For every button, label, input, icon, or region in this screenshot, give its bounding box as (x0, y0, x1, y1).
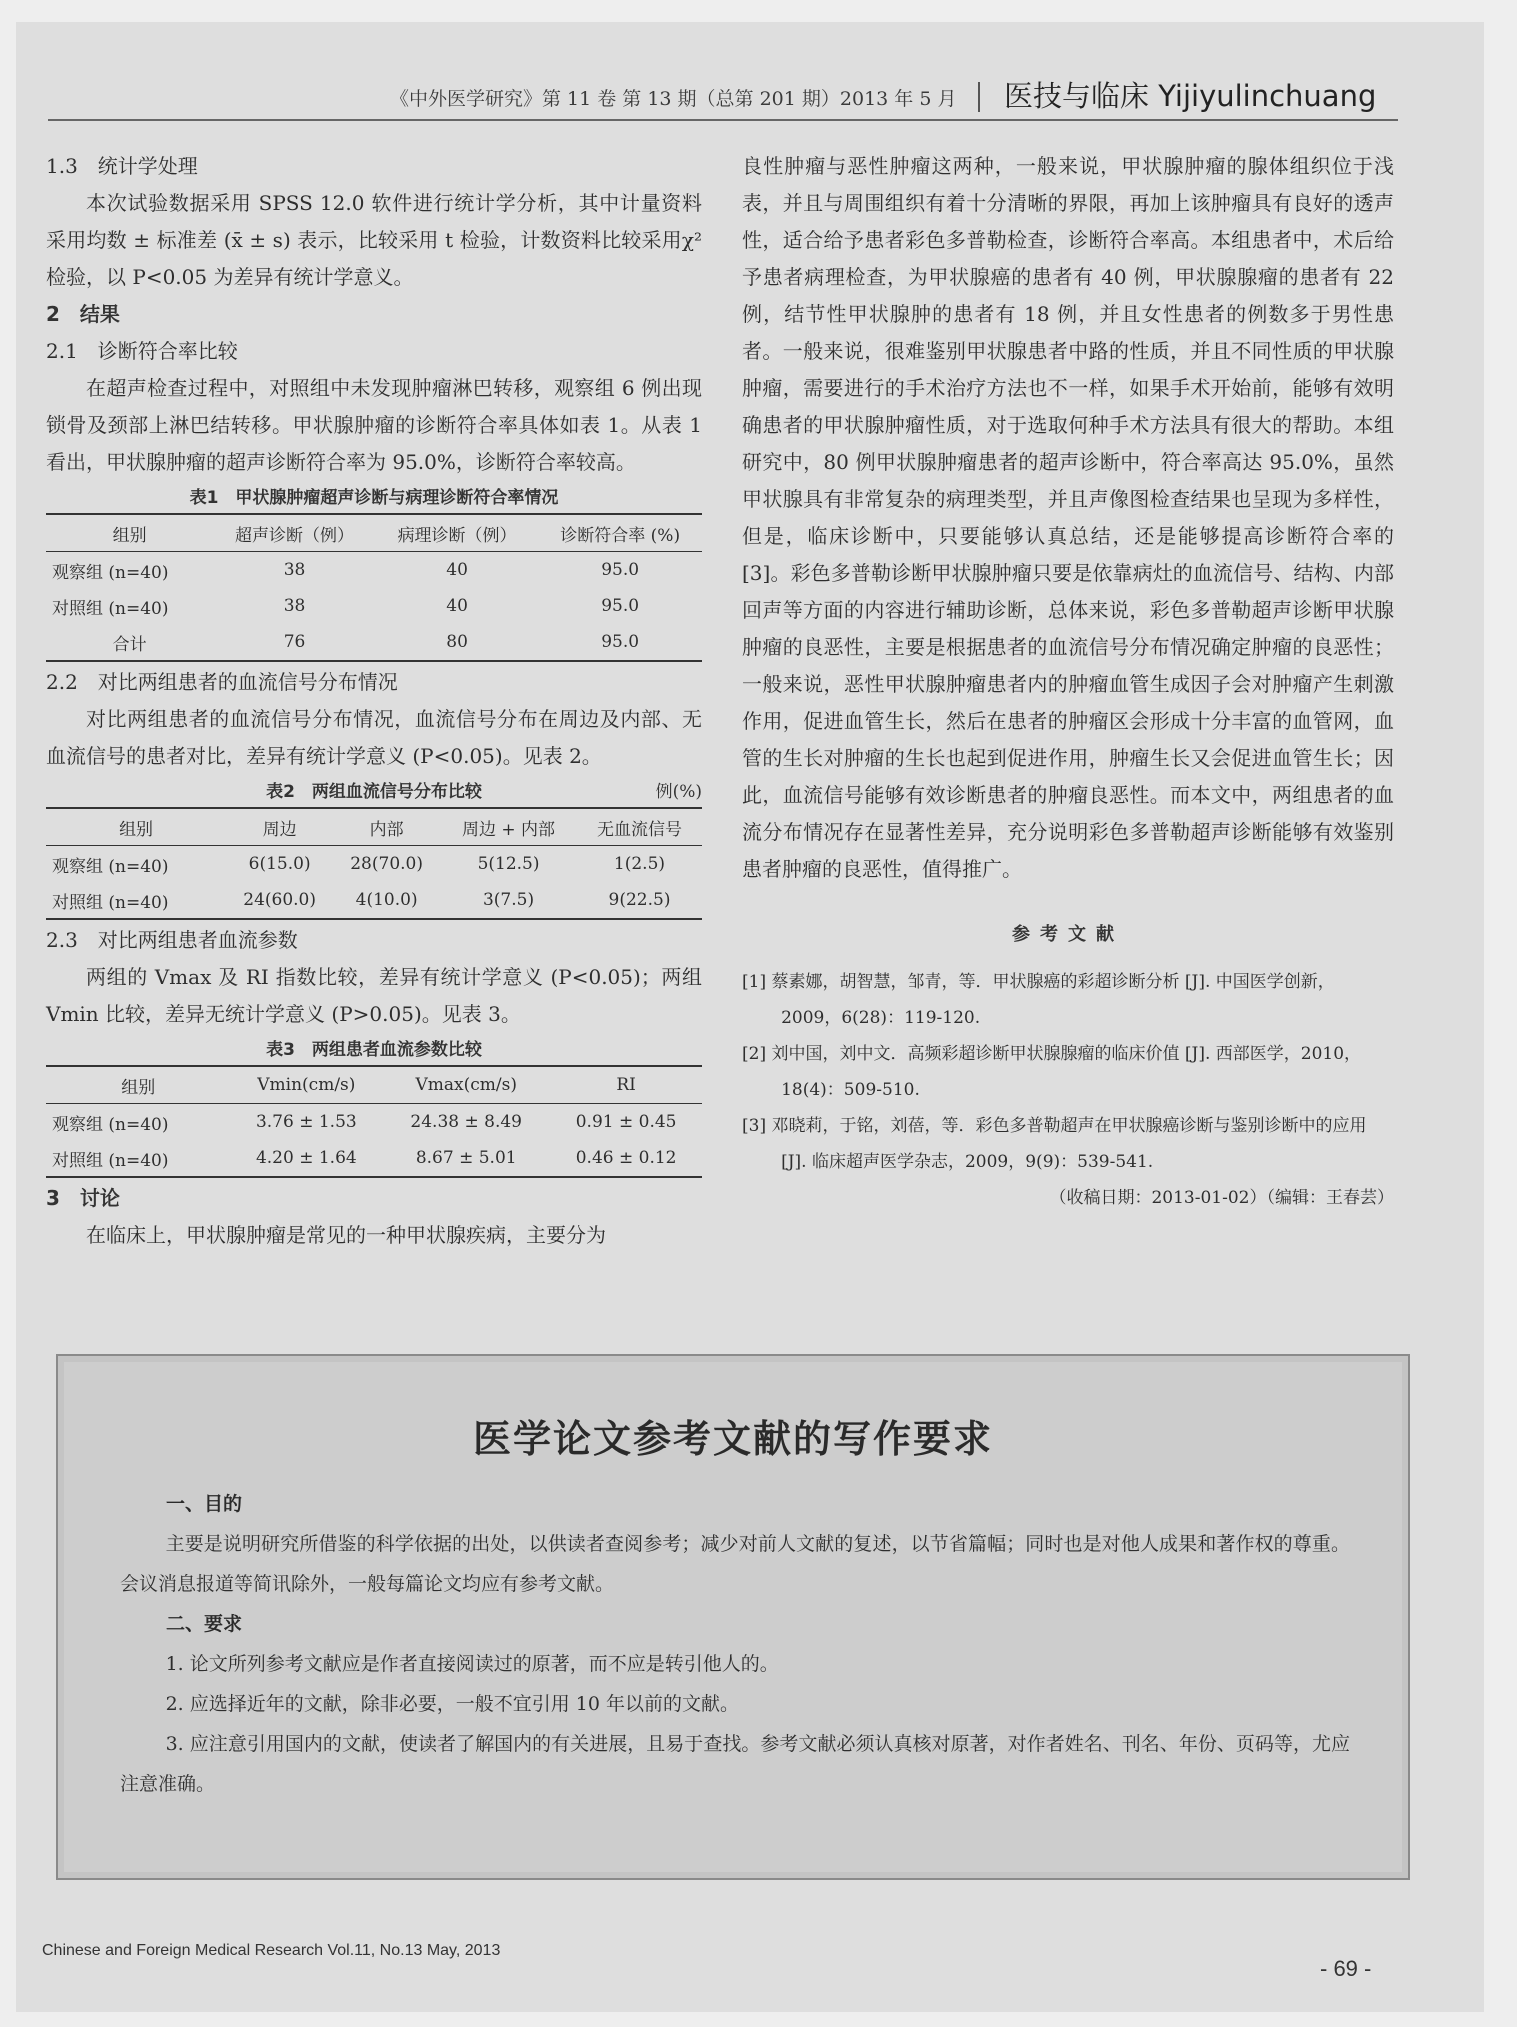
table-cell: 95.0 (601, 596, 640, 616)
running-header (390, 72, 1390, 122)
table-1-caption: 表1 甲状腺肿瘤超声诊断与病理诊断符合率情况 (189, 488, 559, 508)
table-cell: 38 (283, 560, 306, 580)
section-2-3-title: 2.3 对比两组患者血流参数 (46, 928, 298, 952)
section-1-3-text: 本次试验数据采用 SPSS 12.0 软件进行统计学分析，其中计量资料采用均数 ± 标准差 (x̄ ± s) 表示，比较采用 t 检验，计数资料比较采用χ² 检验，以 P<0.05 为差异有统计学意义。 (46, 191, 702, 289)
table-2-caption (46, 777, 702, 807)
right-column (742, 148, 1394, 1216)
table-cell: 24.38 ± 8.49 (410, 1112, 522, 1132)
table-cell: 28(70.0) (350, 854, 423, 874)
discussion-text: 良性肿瘤与恶性肿瘤这两种，一般来说，甲状腺肿瘤的腺体组织位于浅表，并且与周围组织有着十分清晰的界限，再加上该肿瘤具有良好的透声性，适合给予患者彩色多普勒检查，诊断符合率高。本组患者中，术后给予患者病理检查，为甲状腺癌的患者有 40 例，甲状腺腺瘤的患者有 22 例，结节性甲状腺肿的患者有 18 例，并且女性患者的例数多于男性患者。一般来说，很难鉴别甲状腺患者中路的性质，并且不同性质的甲状腺肿瘤，需要进行的手术治疗方法也不一样，如果手术开始前，能够有效明确患者的甲状腺肿瘤性质，对于选取何种手术方法具有很大的帮助。本组研究中，80 例甲状腺肿瘤患者的超声诊断中，符合率高达 95.0%，虽然甲状腺具有非常复杂的病理类型，并且声像图检查结果也呈现为多样性，但是，临床诊断中，只要能够认真总结，还是能够提高诊断符合率的 [3]。彩色多普勒诊断甲状腺肿瘤只要是依靠病灶的血流信号、结构、内部回声等方面的内容进行辅助诊断，总体来说，彩色多普勒超声诊断甲状腺肿瘤的良恶性，主要是根据患者的血流信号分布情况确定肿瘤的良恶性；一般来说，恶性甲状腺肿瘤患者内的肿瘤血管生成因子会对肿瘤产生刺激作用，促进血管生长，然后在患者的肿瘤区会形成十分丰富的血管网，血管的生长对肿瘤的生长也起到促进作用，肿瘤生长又会促进血管生长；因此，血流信号能够有效诊断患者的肿瘤良恶性。而本文中，两组患者的血流分布情况存在显著性差异，充分说明彩色多普勒超声诊断能够有效鉴别患者肿瘤的良恶性，值得推广。 (742, 154, 1394, 881)
footer-journal: Chinese and Foreign Medical Research Vol.11, No.13 May, 2013 (42, 1942, 501, 1959)
table-row (46, 624, 702, 661)
reference-item: [3] 邓晓莉，于铭，刘蓓，等．彩色多普勒超声在甲状腺癌诊断与鉴别诊断中的应用 [J]. 临床超声医学杂志，2009，9(9)：539-541. (742, 1116, 1367, 1172)
section-3-title: 3 讨论 (46, 1186, 120, 1210)
table-header-row (46, 514, 702, 552)
table-cell: 40 (446, 596, 468, 616)
table-row (46, 1140, 702, 1177)
notice-heading-purpose: 一、目的 (166, 1493, 243, 1515)
table-cell: 8.67 ± 5.01 (382, 1140, 550, 1177)
references-title: 参考文献 (1012, 924, 1124, 945)
table-cell: 38 (283, 596, 306, 616)
table-3-caption: 表3 两组患者血流参数比较 (266, 1040, 482, 1060)
table-cell: 1(2.5) (613, 854, 666, 874)
notice-box (56, 1354, 1410, 1880)
table-header-cell: 内部 (333, 808, 440, 846)
table-header-cell: Vmax(cm/s) (382, 1066, 550, 1104)
table-header-cell: 超声诊断（例） (213, 514, 376, 552)
reference-item: [1] 蔡素娜，胡智慧，邹青，等．甲状腺癌的彩超诊断分析 [J]. 中国医学创新，2009，6(28)：119-120. (742, 972, 1335, 1028)
page-number: - 69 - (1320, 1956, 1372, 1981)
table-row (46, 846, 702, 883)
table-cell: 40 (446, 560, 468, 580)
table-cell: 4.20 ± 1.64 (230, 1140, 382, 1177)
notice-heading-requirements: 二、要求 (166, 1613, 243, 1635)
notice-requirement-item: 3. 应注意引用国内的文献，使读者了解国内的有关进展，且易于查找。参考文献必须认真核对原著，对作者姓名、刊名、年份、页码等，尤应注意准确。 (120, 1733, 1350, 1795)
table-header-cell: 无血流信号 (577, 808, 702, 846)
table-cell: 合计 (46, 624, 213, 661)
table-cell: 0.46 ± 0.12 (550, 1140, 702, 1177)
table-header-cell: 周边 (226, 808, 333, 846)
table-cell: 观察组 (n=40) (52, 562, 169, 583)
table-cell: 对照组 (n=40) (52, 598, 169, 619)
table-cell: 9(22.5) (577, 882, 702, 919)
left-column (46, 148, 702, 1254)
table-3 (46, 1065, 702, 1178)
section-2-3-text: 两组的 Vmax 及 RI 指数比较，差异有统计学意义 (P<0.05)；两组 Vmin 比较，差异无统计学意义 (P>0.05)。见表 3。 (46, 965, 702, 1026)
table-cell: 4(10.0) (333, 882, 440, 919)
table-cell: 观察组 (n=40) (52, 856, 169, 877)
table-row (46, 588, 702, 624)
section-2-1-title: 2.1 诊断符合率比较 (46, 339, 238, 363)
notice-requirement-item: 2. 应选择近年的文献，除非必要，一般不宜引用 10 年以前的文献。 (165, 1693, 740, 1715)
table-header-cell: 周边 + 内部 (440, 808, 577, 846)
table-cell: 对照组 (n=40) (46, 882, 226, 919)
table-header-row (46, 1066, 702, 1104)
table-cell: 24(60.0) (226, 882, 333, 919)
table-2-unit: 例(%) (655, 782, 702, 802)
table-cell: 3.76 ± 1.53 (255, 1112, 357, 1132)
section-2-2-text: 对比两组患者的血流信号分布情况，血流信号分布在周边及内部、无血流信号的患者对比，差异有统计学意义 (P<0.05)。见表 2。 (46, 707, 702, 768)
table-row (46, 552, 702, 589)
table-header-cell: RI (550, 1066, 702, 1104)
table-cell: 95.0 (538, 624, 702, 661)
notice-title: 医学论文参考文献的写作要求 (472, 1416, 993, 1461)
reference-item: [2] 刘中国，刘中文．高频彩超诊断甲状腺腺瘤的临床价值 [J]. 西部医学，2010，18(4)：509-510. (742, 1044, 1362, 1100)
table-cell: 观察组 (n=40) (52, 1114, 169, 1135)
table-1 (46, 513, 702, 662)
table-cell: 5(12.5) (477, 854, 540, 874)
table-header-cell: 组别 (46, 808, 226, 846)
table-row (46, 1104, 702, 1141)
table-header-cell: 组别 (46, 514, 213, 552)
header-rule (48, 119, 1398, 121)
header-section: 医技与临床 Yijiyulinchuang (1004, 79, 1377, 113)
table-header-row (46, 808, 702, 846)
table-cell: 0.91 ± 0.45 (575, 1112, 677, 1132)
table-header-cell: 病理诊断（例） (376, 514, 539, 552)
table-header-cell: 诊断符合率 (%) (538, 514, 702, 552)
section-2-1-text: 在超声检查过程中，对照组中未发现肿瘤淋巴转移，观察组 6 例出现锁骨及颈部上淋巴结转移。甲状腺肿瘤的诊断符合率具体如表 1。从表 1 看出，甲状腺肿瘤的超声诊断符合率为 95.0%，诊断符合率较高。 (46, 376, 702, 474)
received-date: （收稿日期：2013-01-02）（编辑：王春芸） (1049, 1188, 1394, 1208)
table-2 (46, 807, 702, 920)
table-header-cell: 组别 (46, 1066, 230, 1104)
table-cell: 76 (213, 624, 376, 661)
header-journal: 《中外医学研究》第 11 卷 第 13 期（总第 201 期）2013 年 5 月 (390, 88, 957, 110)
table-cell: 6(15.0) (248, 854, 311, 874)
section-2-title: 2 结果 (46, 302, 120, 326)
table-header-cell: Vmin(cm/s) (230, 1066, 382, 1104)
table-row (46, 882, 702, 919)
notice-purpose-text: 主要是说明研究所借鉴的科学依据的出处，以供读者查阅参考；减少对前人文献的复述，以节省篇幅；同时也是对他人成果和著作权的尊重。会议消息报道等简讯除外，一般每篇论文均应有参考文献。 (120, 1533, 1350, 1595)
notice-requirement-item: 1. 论文所列参考文献应是作者直接阅读过的原著，而不应是转引他人的。 (165, 1653, 779, 1675)
section-1-3-title: 1.3 统计学处理 (46, 154, 198, 178)
section-2-2-title: 2.2 对比两组患者的血流信号分布情况 (46, 670, 398, 694)
table-cell: 95.0 (601, 560, 640, 580)
table-cell: 80 (376, 624, 539, 661)
table-cell: 对照组 (n=40) (46, 1140, 230, 1177)
section-3-text: 在临床上，甲状腺肿瘤是常见的一种甲状腺疾病，主要分为 (86, 1223, 606, 1247)
table-2-caption-text: 表2 两组血流信号分布比较 (266, 782, 482, 802)
table-cell: 3(7.5) (440, 882, 577, 919)
notice-body (120, 1484, 1350, 1804)
header-separator (978, 82, 980, 112)
